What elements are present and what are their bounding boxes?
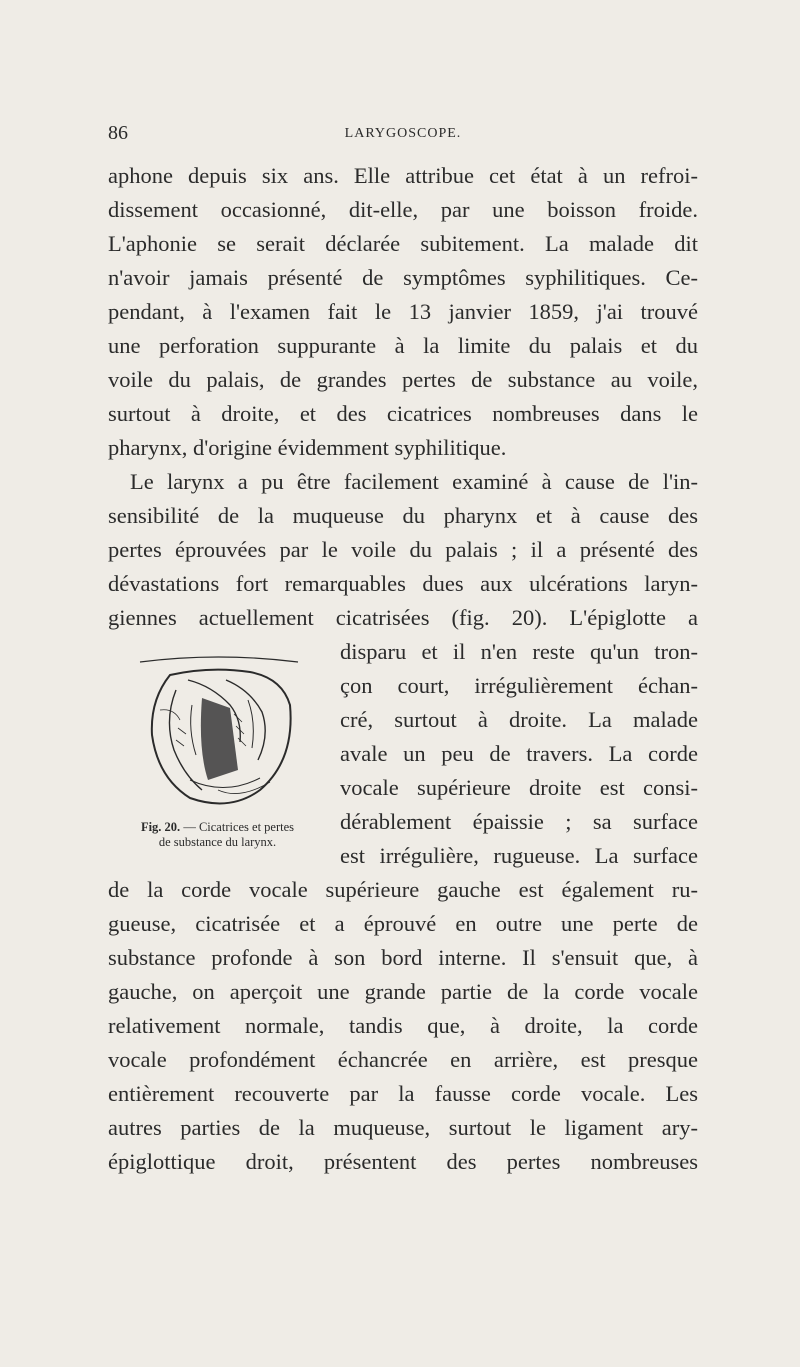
text-line: voile du palais, de grandes pertes de substance au voile,: [108, 367, 698, 392]
text-line: giennes actuellement cicatrisées (fig. 20). L'épiglotte a: [108, 605, 698, 630]
text-line: est irrégulière, rugueuse. La surface: [340, 843, 698, 868]
figure-caption: [105, 820, 330, 850]
text-line: substance profonde à son bord interne. Il s'ensuit que, à: [108, 945, 698, 970]
text-line: cré, surtout à droite. La malade: [340, 707, 698, 732]
text-line: gueuse, cicatrisée et a éprouvé en outre une perte de: [108, 911, 698, 936]
larynx-illustration: [130, 650, 305, 815]
page-header: [108, 122, 698, 148]
text-line: dévastations fort remarquables dues aux ulcérations laryn-: [108, 571, 698, 596]
text-line: relativement normale, tandis que, à droite, la corde: [108, 1013, 698, 1038]
caption-text-2: de substance du larynx.: [158, 835, 277, 849]
caption-text-1: — Cicatrices et pertes: [183, 820, 295, 834]
text-line: dérablement épaissie ; sa surface: [340, 809, 698, 834]
text-line: sensibilité de la muqueuse du pharynx et à cause des: [108, 503, 698, 528]
text-line: n'avoir jamais présenté de symptômes syphilitiques. Ce-: [108, 265, 698, 290]
text-line: Le larynx a pu être facilement examiné à cause de l'in-: [130, 469, 698, 494]
running-head: LARYGOSCOPE.: [344, 126, 462, 141]
text-line: dissement occasionné, dit-elle, par une boisson froide.: [108, 197, 698, 222]
text-line: épiglottique droit, présentent des pertes nombreuses: [108, 1149, 698, 1174]
text-line: gauche, on aperçoit une grande partie de la corde vocale: [108, 979, 698, 1004]
text-line: çon court, irrégulièrement échan-: [340, 673, 698, 698]
text-line: autres parties de la muqueuse, surtout le ligament ary-: [108, 1115, 698, 1140]
text-line: avale un peu de travers. La corde: [340, 741, 698, 766]
text-line: aphone depuis six ans. Elle attribue cet état à un refroi-: [108, 163, 698, 188]
text-line: une perforation suppurante à la limite du palais et du: [108, 333, 698, 358]
text-line: de la corde vocale supérieure gauche est également ru-: [108, 877, 698, 902]
text-line: entièrement recouverte par la fausse corde vocale. Les: [108, 1081, 698, 1106]
text-line: surtout à droite, et des cicatrices nombreuses dans le: [108, 401, 698, 426]
text-line: pertes éprouvées par le voile du palais ; il a présenté des: [108, 537, 698, 562]
text-line: vocale supérieure droite est consi-: [340, 775, 698, 800]
figure-label: Fig. 20.: [140, 820, 181, 834]
figure-20: [105, 640, 330, 870]
text-line: pharynx, d'origine évidemment syphilitique.: [108, 435, 507, 460]
text-line: pendant, à l'examen fait le 13 janvier 1859, j'ai trouvé: [108, 299, 698, 324]
text-line: disparu et il n'en reste qu'un tron-: [340, 639, 698, 664]
page-number: 86: [108, 122, 128, 144]
text-line: vocale profondément échancrée en arrière, est presque: [108, 1047, 698, 1072]
text-line: L'aphonie se serait déclarée subitement. La malade dit: [108, 231, 698, 256]
